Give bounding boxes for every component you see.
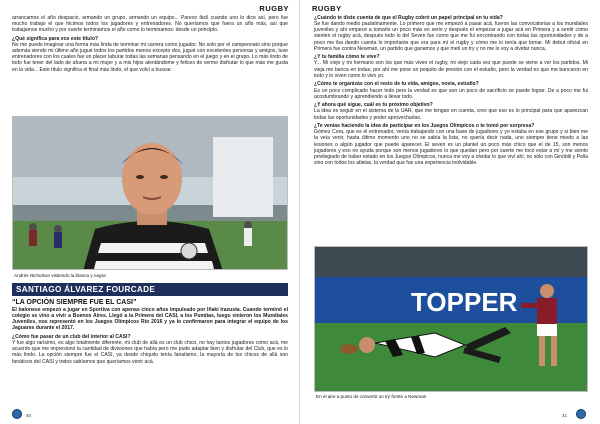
answer-rugby-role: Se fue dando medio paulatinamente. Lo primero que me empezó a pasar acá, fueron las convocatorias a los mundiales juveniles y ahí empecé a tomarlo un poco más en serio y después el empezar a jugar acá en Primera y a sentir como sienten el rugby acá, después todo lo del Seven fue como que me fui encontrando con todas las oportunidades y de a poco me iba dando cuenta lo importante que era para mí el rugby y cómo me lo tenía que tomar. Mi debut oficial en Primera fue contra Newman, un partido que ganamos y que metí un try y no me lo voy a olvidar nunca.: [314, 21, 588, 52]
try-photo-caption: En el aire a punto de convertir un try frente a Newman: [316, 394, 427, 399]
ad-board-text: TOPPER: [411, 287, 518, 317]
page-number-right: 41: [562, 413, 568, 418]
question-next-goal: ¿Y ahora qué sigue, cuál es tu próximo objetivo?: [314, 102, 433, 109]
club-logo-icon: [12, 409, 22, 419]
left-text-block-top: [12, 15, 288, 75]
question-rugby-role: ¿Cuándo te diste cuenta de que el Rugby cobró un papel principal en tu vida?: [314, 15, 503, 21]
section-banner-alvarez: SANTIAGO ÁLVAREZ FOURCADE: [12, 283, 288, 296]
running-header-left: RUGBY: [259, 4, 289, 13]
quote-title: “LA OPCIÓN SIEMPRE FUE EL CASI”: [12, 299, 137, 306]
page-number-left: 40: [26, 413, 32, 418]
running-header-right: RUGBY: [312, 4, 342, 13]
question-interior-club: ¿Cómo fue pasar de un club del interior al CASI?: [12, 334, 131, 341]
answer-organization: Es un poco complicado hacer todo pero la verdad es que son un poco de sacrificio se puede lograr. De a poco me fui acostumbrando y aprendiendo a llevar todo.: [314, 87, 588, 100]
intro-paragraph: arrancamos el año despacio, armando un grupo, armando un equipo... Parece fácil cuando uno lo dice así, pero fue mucho trabajo el que hicimos todos los jugadores y entrenadores. No queríamos que fuera un año más, así que trabajamos mucho y por suerte terminamos el año como lo terminamos: desde un principio.: [12, 15, 288, 34]
question-olympics: ¿Te venías haciendo la idea de participar en los Juegos Olímpicos o te tomó por sorpresa?: [314, 123, 535, 130]
club-logo-icon-right: [576, 409, 586, 419]
question-title-meaning: ¿Qué significa para vos este título?: [12, 35, 99, 42]
nicholson-photo: [12, 116, 288, 270]
left-text-block-bottom: [12, 307, 288, 367]
right-text-block: [314, 15, 588, 169]
answer-title-meaning: No me puedo imaginar una forma más linda de terminar mi carrera como jugador. No solo por el campeonato sino porque además siendo mi último año jugué todos los partidos menos excepto dos, jugué con excelentes personas y amigos, tuve entrenadores con los cuales fue un placer laburar todas las semanas pensando en el juego y en el grupo. Lo más lindo de todo fue tener del lado de afuera a mi mujer y a mis hijos alentándome y felices de verme disfrutar lo que más me gusta en la vida... Este título significa el final más lindo, el que volví a buscar.: [12, 42, 288, 73]
answer-interior-club: Y fue algo rarísimo, es algo totalmente diferente, mi club de allá es un club chico, no hay tantos jugadores como acá, me acuerdo que me impresionó la cantidad de divisiones que había pero me pude adaptar bien y disfrutar del Club, que es lo más lindo. La opción siempre fue el CASI, ya desde chiquito tenía fanatismo, la mayoría de los chicos de allá son fanáticos del CASI y todos sabíamos que queríamos venir acá.: [12, 340, 288, 365]
answer-family: Y... Mi viejo y mi hermano son los que más viven el rugby, mi viejo cada vez que puede se viene a ver los partidos. Mi vieja me banca en todas, por ahí me pone un poquito de presión con el estudio, pero la verdad es que me bancaron en todo y lo viven como lo vivo yo.: [314, 60, 588, 79]
question-family: ¿Y tu familia cómo te vive?: [314, 54, 380, 61]
question-organization: ¿Cómo te organizás con el resto de tu vida, amigos, novia, estudio?: [314, 81, 479, 88]
right-page: [300, 0, 600, 424]
answer-next-goal: La idea es seguir en el sistema de la UAR, que me tengan en cuenta, creo que eso es lo principal para que aparezcan todas las oportunidades y poder aprovecharlas.: [314, 108, 588, 121]
answer-olympics: Gómez Cora, que es el entrenador, venía trabajando con una base de jugadores y yo estaba en ese grupo y si bien me la veía venir, hasta último momento uno no se sabía la lista, no quería decir nada, uno siempre tiene miedo a las lesiones o algún jugador que puede aparecer. El seven es un plantel un poco más chico que el de 15, son menos jugadores y eso no ayuda porque son menos jugadores lo que quedan pero por suerte me tocó estar a mí y me siento privilegiado de haber estado en los Juegos Olímpicos, nunca me voy a olvidar lo que viví ahí, no sólo con Ginóbili y Pella sino con todos los atletas, la verdad que fue una experiencia inolvidable.: [314, 129, 588, 166]
try-action-photo: [314, 246, 588, 392]
nicholson-photo-caption: Andrés Nicholson vistiendo la blanca y negra: [14, 273, 106, 278]
bio-paragraph: El balonese empezó a jugar en Sportiva con apenas cinco años impulsado por Iñaki Irazusta. Cuando terminó el colegio se vino a vivir a Buenos Aires. Llegó a la Primera del CASI, a los Pumitas, luego vinieron los Mundiales Juveniles, nos representó en los Juegos Olímpicos Río 2016 y ya lo confirmaron para integrar el equipo de los Jaguares durante el 2017.: [12, 307, 288, 332]
